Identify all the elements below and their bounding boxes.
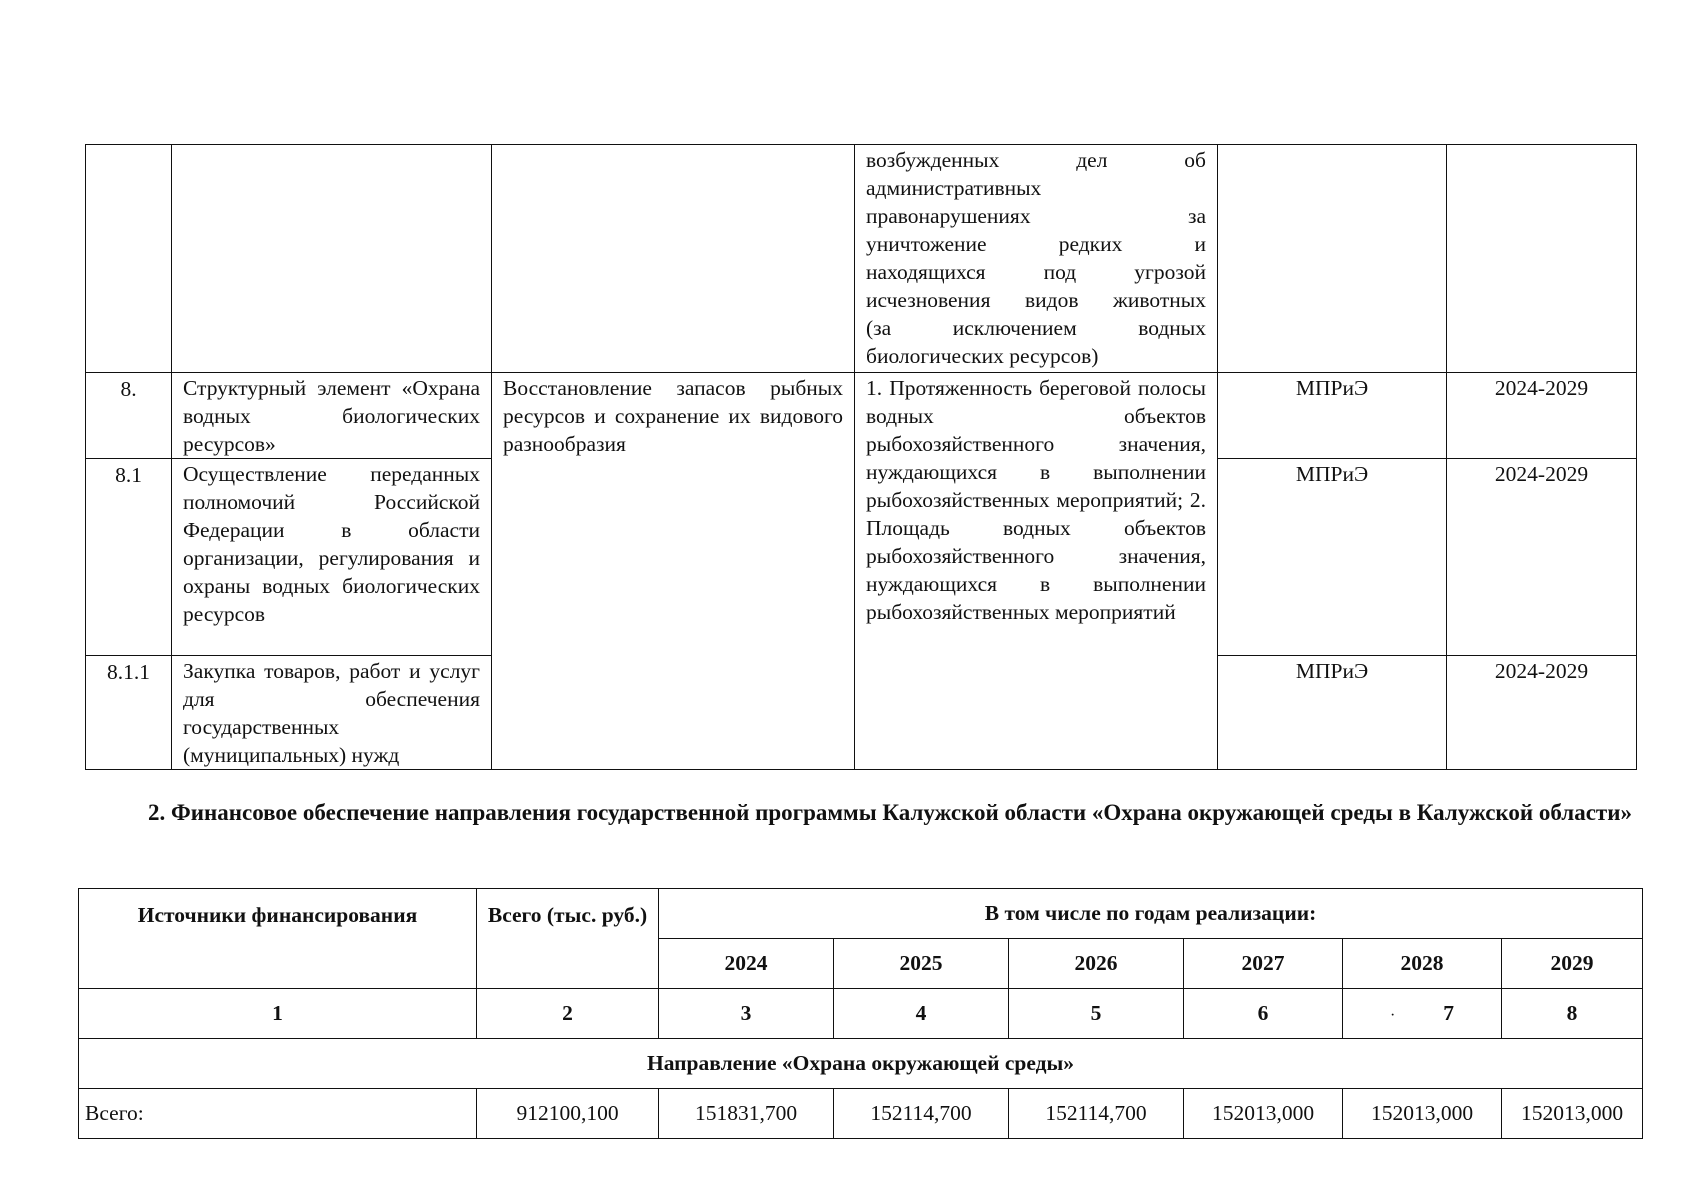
row-number: 8.	[86, 373, 172, 459]
section-title: Направление «Охрана окружающей среды»	[79, 1039, 1643, 1089]
year-value: 152013,000	[1343, 1089, 1502, 1139]
year-value: 152114,700	[834, 1089, 1009, 1139]
indicators-cell: 1. Протяженность береговой полосы водных объектов рыбохозяйственного значения, нуждающихся в выполнении рыбохозяйственных мероприятий; 2. Площадь водных объектов рыбохозяйственного значения, нуждающихся в выполнении рыбохозяйственных мероприятий	[855, 373, 1218, 770]
activities-table	[85, 144, 1637, 770]
table-row	[86, 373, 1637, 459]
row-name: Закупка товаров, работ и услуг для обеспечения государственных (муниципальных) нужд	[172, 656, 492, 770]
executor-cell: МПРиЭ	[1218, 656, 1447, 770]
column-number-cell	[1343, 989, 1502, 1039]
year-header: 2027	[1184, 939, 1343, 989]
column-number: 5	[1009, 989, 1184, 1039]
row-name: Осуществление переданных полномочий Российской Федерации в области организации, регулирования и охраны водных биологических ресурсов	[172, 459, 492, 656]
text-line: правонарушениях за	[866, 204, 1206, 228]
header-source: Источники финансирования	[79, 889, 477, 989]
year-value: 152013,000	[1184, 1089, 1343, 1139]
section-heading: 2. Финансовое обеспечение направления государственной программы Калужской области «Охрана окружающей среды в Калужской области»	[148, 800, 1632, 825]
row-number: 8.1	[86, 459, 172, 656]
year-header: 2026	[1009, 939, 1184, 989]
row-number: 8.1.1	[86, 656, 172, 770]
total-label: Всего:	[79, 1089, 477, 1139]
column-number: 7	[1443, 1001, 1455, 1025]
cell-task-empty	[492, 145, 855, 373]
cell-executor-empty	[1218, 145, 1447, 373]
column-number: 6	[1184, 989, 1343, 1039]
total-row	[79, 1089, 1643, 1139]
cell-period-empty	[1447, 145, 1637, 373]
period-cell: 2024-2029	[1447, 373, 1637, 459]
header-years: В том числе по годам реализации:	[659, 889, 1643, 939]
section-row	[79, 1039, 1643, 1089]
table-row-continued	[86, 145, 1637, 373]
column-number: 4	[834, 989, 1009, 1039]
column-number: 2	[477, 989, 659, 1039]
year-header: 2028	[1343, 939, 1502, 989]
year-value: 151831,700	[659, 1089, 834, 1139]
header-total: Всего (тыс. руб.)	[477, 889, 659, 989]
column-number: 3	[659, 989, 834, 1039]
text-line: административных	[866, 176, 1042, 200]
header-row	[79, 889, 1643, 939]
text-line: исчезновения видов животных	[866, 288, 1206, 312]
cell-name-empty	[172, 145, 492, 373]
column-number: 1	[79, 989, 477, 1039]
period-cell: 2024-2029	[1447, 656, 1637, 770]
cell-indicator-continued	[855, 145, 1218, 373]
year-header: 2025	[834, 939, 1009, 989]
row-name: Структурный элемент «Охрана водных биологических ресурсов»	[172, 373, 492, 459]
text-line: находящихся под угрозой	[866, 260, 1206, 284]
column-number: 8	[1502, 989, 1643, 1039]
text-line: биологических ресурсов)	[866, 344, 1099, 368]
executor-cell: МПРиЭ	[1218, 459, 1447, 656]
text-line: (за исключением водных	[866, 316, 1206, 340]
text-line: уничтожение редких и	[866, 232, 1206, 256]
year-value: 152013,000	[1502, 1089, 1643, 1139]
stray-dot-mark: ·	[1389, 1007, 1396, 1024]
total-value: 912100,100	[477, 1089, 659, 1139]
text-line: возбужденных дел об	[866, 148, 1206, 172]
financing-table	[78, 888, 1643, 1139]
task-cell: Восстановление запасов рыбных ресурсов и сохранение их видового разнообразия	[492, 373, 855, 770]
column-numbers-row	[79, 989, 1643, 1039]
year-header: 2029	[1502, 939, 1643, 989]
cell-num-empty	[86, 145, 172, 373]
year-header: 2024	[659, 939, 834, 989]
executor-cell: МПРиЭ	[1218, 373, 1447, 459]
year-value: 152114,700	[1009, 1089, 1184, 1139]
period-cell: 2024-2029	[1447, 459, 1637, 656]
